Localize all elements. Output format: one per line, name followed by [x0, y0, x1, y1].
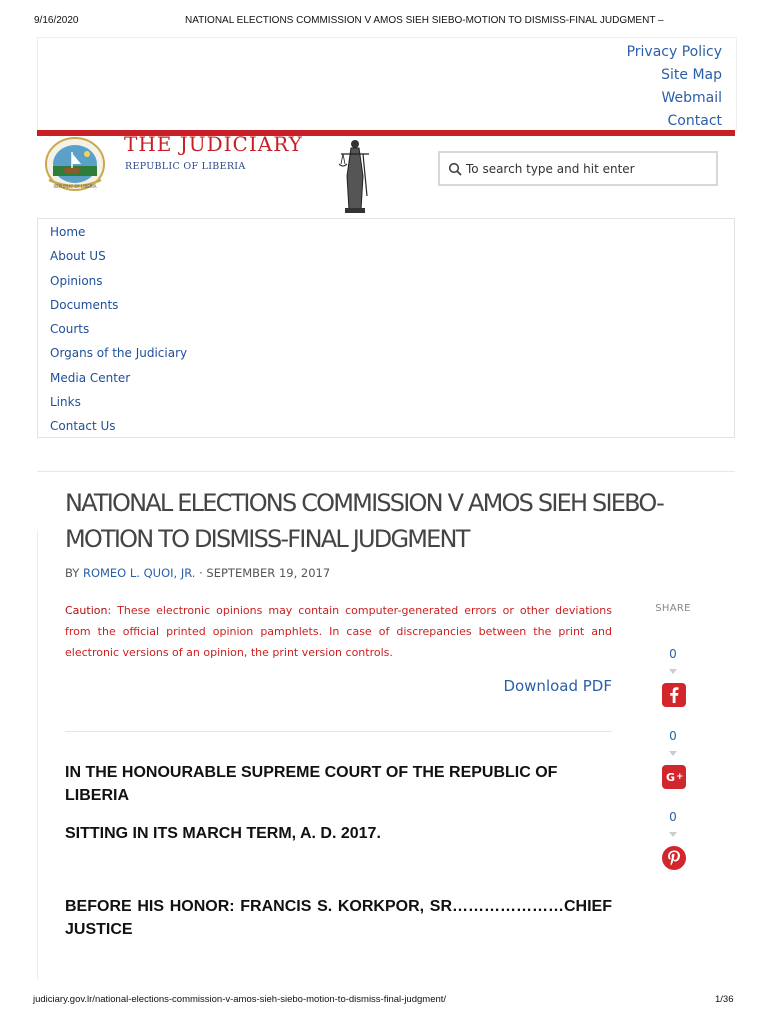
share-label: SHARE [655, 603, 691, 614]
author-link[interactable]: ROMEO L. QUOI, JR. [82, 566, 196, 580]
google-plus-share-count: 0 [669, 729, 677, 743]
print-footer-url: judiciary.gov.lr/national-elections-commission-v-amos-sieh-siebo-motion-to-dismiss-final-judgment/ [33, 994, 447, 1005]
article-divider [65, 731, 612, 732]
caution-notice [65, 600, 612, 663]
privacy-policy-link[interactable]: Privacy Policy [626, 44, 722, 60]
nav-item-media-center[interactable]: Media Center [50, 371, 131, 385]
site-map-link[interactable]: Site Map [661, 67, 722, 83]
nav-item-contact-us[interactable]: Contact Us [50, 419, 116, 433]
utility-bar [37, 37, 737, 131]
section-divider [37, 471, 735, 472]
bench-heading: BEFORE HIS HONOR: FRANCIS S. KORKPOR, SR…………………CHIEF JUSTICE [65, 898, 612, 938]
nav-item-documents[interactable]: Documents [50, 298, 119, 312]
count-arrow-icon [669, 669, 677, 674]
facebook-share-count: 0 [669, 647, 677, 661]
lady-justice-icon [337, 136, 373, 214]
count-arrow-icon [669, 832, 677, 837]
search-box[interactable] [438, 151, 718, 186]
print-page-number: 1/36 [715, 994, 734, 1005]
nav-item-links[interactable]: Links [50, 395, 81, 409]
pinterest-share-count: 0 [669, 810, 677, 824]
byline-prefix: BY [65, 566, 80, 580]
caution-text: : These electronic opinions may contain computer-generated errors or other deviations from the official printed opinion pamphlets. In case of discrepancies between the print and electronic versions of an opinion, the print version controls. [65, 604, 612, 659]
search-icon[interactable] [448, 162, 462, 176]
nav-item-opinions[interactable]: Opinions [50, 274, 103, 288]
term-heading: SITTING IN ITS MARCH TERM, A. D. 2017. [65, 825, 381, 842]
print-header [0, 0, 770, 40]
download-pdf-link[interactable]: Download PDF [503, 677, 612, 695]
print-date: 9/16/2020 [34, 15, 79, 26]
article-title: NATIONAL ELECTIONS COMMISSION V AMOS SIEH SIEBO-MOTION TO DISMISS-FINAL JUDGMENT [65, 489, 663, 553]
print-title: NATIONAL ELECTIONS COMMISSION V AMOS SIEH SIEBO-MOTION TO DISMISS-FINAL JUDGMENT – [185, 15, 664, 26]
main-nav [37, 218, 735, 438]
webmail-link[interactable]: Webmail [661, 90, 722, 106]
pinterest-icon[interactable] [662, 846, 686, 870]
caution-label: Caution [65, 604, 108, 617]
content-border [37, 530, 38, 980]
utility-links [627, 41, 722, 133]
site-title[interactable]: THE JUDICIARY [124, 132, 303, 156]
svg-text:REPUBLIC OF LIBERIA: REPUBLIC OF LIBERIA [53, 184, 97, 189]
svg-text:G: G [666, 771, 676, 784]
nav-item-home[interactable]: Home [50, 225, 86, 239]
court-heading: IN THE HONOURABLE SUPREME COURT OF THE REPUBLIC OF LIBERIA [65, 764, 558, 804]
search-input[interactable] [466, 153, 706, 184]
article-byline [65, 566, 330, 580]
nav-item-organs-of-the-judiciary[interactable]: Organs of the Judiciary [50, 346, 188, 360]
liberia-seal-logo[interactable] [43, 136, 107, 192]
site-subtitle: REPUBLIC OF LIBERIA [125, 161, 246, 172]
contact-link[interactable]: Contact [667, 113, 722, 129]
svg-text:+: + [676, 772, 684, 782]
facebook-icon[interactable] [662, 683, 686, 707]
nav-item-courts[interactable]: Courts [50, 322, 90, 336]
google-plus-icon[interactable] [662, 765, 686, 789]
article-date: · SEPTEMBER 19, 2017 [199, 566, 331, 580]
count-arrow-icon [669, 751, 677, 756]
nav-item-about-us[interactable]: About US [50, 249, 106, 263]
